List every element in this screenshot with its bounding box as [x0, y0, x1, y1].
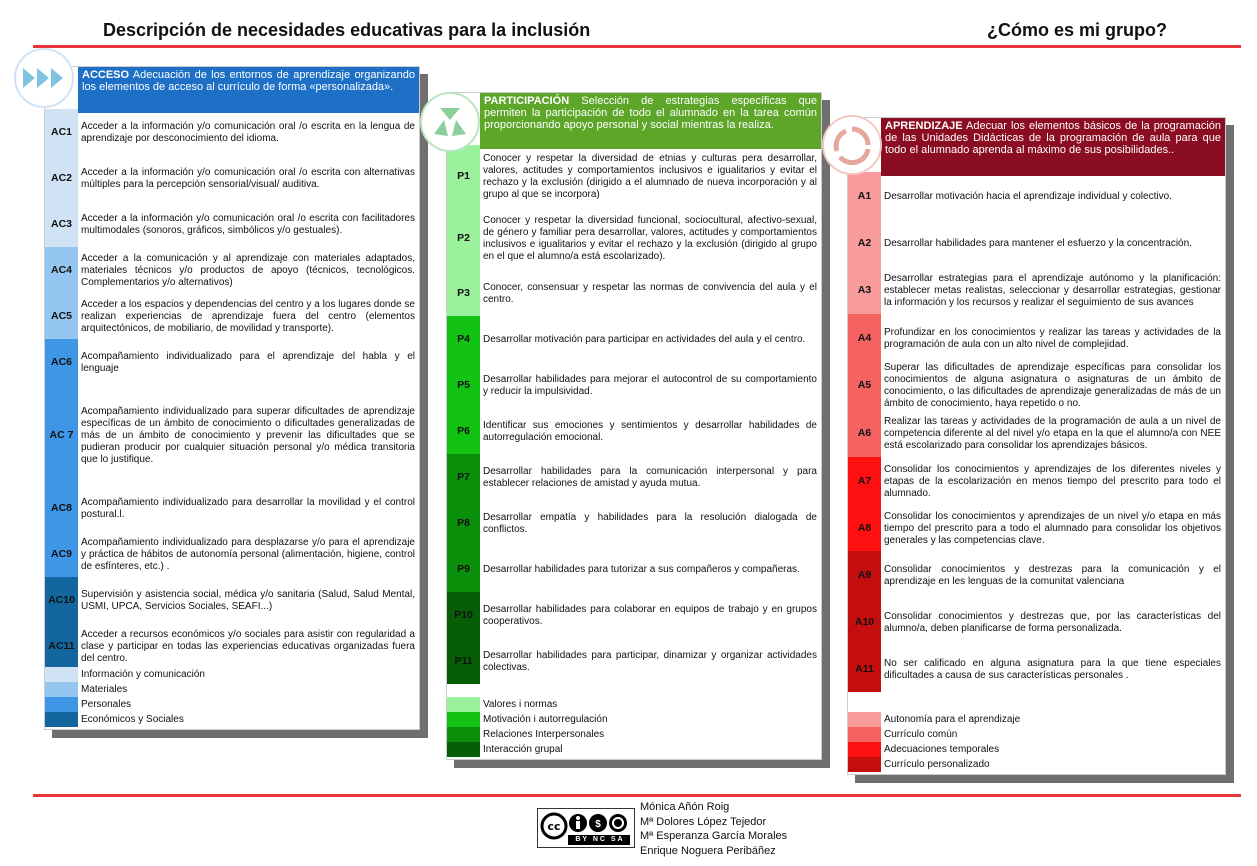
aprendizaje-legend-swatch: [848, 727, 881, 742]
acceso-item-text: Acompañamiento individualizado para superar dificultades de aprendizaje específicas de un ámbito de conocimiento o dificultades generalizadas de más de un ámbito de conocimiento y prevenir las dificultades que se pudieran producir por cualquier situación personal y/o médica transitoria que lo justifique.: [81, 406, 415, 465]
participacion-item-text: Desarrollar habilidades para colaborar en equipos de trabajo y en grupos cooperativos.: [483, 604, 817, 627]
aprendizaje-item-text: Consolidar conocimientos y destrezas que, por las características del alumno/a, deben planificarse de forma personalizada.: [884, 610, 1221, 634]
aprendizaje-item: [848, 504, 1225, 551]
participacion-item-code: P10: [447, 592, 480, 638]
acceso-legend-item: [45, 667, 419, 682]
acceso-item-text: Supervisión y asistencia social, médica y/o sanitaria (Salud, Salud Mental, USMI, UPCA, Servicios Sociales, SEAFI...): [81, 589, 415, 612]
participacion-item-text: Identificar sus emociones y sentimientos y desarrollar habilidades de autorregulación emocional.: [483, 420, 817, 443]
aprendizaje-item-code: A5: [848, 361, 881, 409]
acceso-item: [45, 623, 419, 669]
aprendizaje-item: [848, 598, 1225, 645]
participacion-item-text: Conocer y respetar la diversidad de etnias y culturas pera desarrollar, valores, actitudes y comportamientos inclusivos e igualitarios y evitar el rechazo y la exclusión (dirigido a el alumnado de nueva incorporación y al grupo al que se incorpora): [483, 153, 817, 200]
acceso-item: [45, 531, 419, 577]
aprendizaje-item-code: A8: [848, 504, 881, 551]
participacion-item: [447, 207, 821, 269]
participacion-legend-item: [447, 697, 821, 712]
aprendizaje-legend-swatch: [848, 742, 881, 757]
aprendizaje-legend-label: Currículo común: [884, 729, 958, 740]
participacion-item-code: P7: [447, 454, 480, 500]
aprendizaje-item-code: A11: [848, 645, 881, 692]
aprendizaje-legend-item: [848, 742, 1225, 757]
acceso-item-text: Acceder a los espacios y dependencias del centro y a los lugares donde se realizan experiencias de aprendizaje fuera del centro (elementos arquitectónicos, de mobiliario, de movilidad y transporte).: [81, 299, 415, 334]
bottom-rule: [33, 794, 1241, 797]
aprendizaje-item-code: A7: [848, 457, 881, 504]
acceso-item-text: Acompañamiento individualizado para desplazarse y/o para el aprendizaje y práctica de hábitos de autonomía personal (alimentación, higiene, control de esfínteres, etc.) .: [81, 537, 415, 572]
aprendizaje-item-code: A3: [848, 266, 881, 314]
acceso-item-code: AC3: [45, 201, 78, 247]
acceso-item-code: AC8: [45, 485, 78, 531]
aprendizaje-item-code: A10: [848, 598, 881, 645]
acceso-item-text: Acceder a la información y/o comunicación oral /o escrita con facilitadores multimodales (sonoros, gráficos, simbólicos y/o gestuales).: [81, 213, 415, 236]
participacion-legend-swatch: [447, 727, 480, 742]
aprendizaje-header: APRENDIZAJE Adecuar los elementos básicos de la programación de las Unidades Didácticas de la programación de aula para que todo el alumnado aprenda al máximo de sus posibilidades..: [881, 118, 1225, 176]
aprendizaje-item-text: Consolidar los conocimientos y aprendizajes de un nivel y/o etapa en más tiempo del prescrito para a todo el alumnado para consolidar los objetivos generales y las competencias clave.: [884, 510, 1221, 546]
svg-text:cc: cc: [547, 820, 561, 833]
participacion-item-code: P6: [447, 408, 480, 454]
author-name: Mónica Añón Roig: [640, 801, 730, 813]
participacion-item-text: Desarrollar motivación para participar en actividades del aula y el centro.: [483, 334, 806, 345]
aprendizaje-item-text: Realizar las tareas y actividades de la programación de aula a un nivel de competencia diferente al del nivel y/o etapa en la que el alumno/a con NEE está escolarizado para consolidar los aprendizajes básicos.: [884, 416, 1221, 451]
aprendizaje-item: [848, 457, 1225, 504]
acceso-item-code: AC 7: [45, 385, 78, 485]
participacion-item: [447, 269, 821, 316]
acceso-item: [45, 385, 419, 485]
acceso-legend-swatch: [45, 667, 78, 682]
participacion-item-text: Desarrollar habilidades para la comunicación interpersonal y para establecer relaciones de amistad y ayuda mutua.: [483, 466, 817, 489]
participacion-item-code: P8: [447, 500, 480, 546]
acceso-item-code: AC5: [45, 293, 78, 339]
aprendizaje-item: [848, 361, 1225, 409]
acceso-item-code: AC2: [45, 155, 78, 201]
acceso-item: [45, 109, 419, 155]
participacion-header: PARTICIPACIÓN Selección de estrategias específicas que permiten la participación de todo el alumnado en la tarea común proporcionando apoyo personal y social mientras la realiza.: [480, 93, 821, 149]
participacion-item-code: P3: [447, 269, 480, 316]
acceso-item-text: Acceder a la información y/o comunicación oral /o escrita con alternativas múltiples para la percepción sensorial/visual/ auditiva.: [81, 167, 415, 190]
acceso-item: [45, 485, 419, 531]
acceso-item-code: AC11: [45, 623, 78, 669]
participacion-item-code: P9: [447, 546, 480, 592]
participacion-legend-label: Relaciones Interpersonales: [483, 729, 605, 740]
participacion-item-text: Desarrollar habilidades para tutorizar a sus compañeros y compañeras.: [483, 564, 800, 575]
aprendizaje-legend-swatch: [848, 712, 881, 727]
acceso-item: [45, 155, 419, 201]
aprendizaje-legend-label: Adecuaciones temporales: [884, 744, 1000, 755]
aprendizaje-legend-item: [848, 757, 1225, 772]
acceso-item: [45, 247, 419, 293]
aprendizaje-item: [848, 172, 1225, 219]
participacion-legend-swatch: [447, 697, 480, 712]
acceso-item: [45, 293, 419, 339]
aprendizaje-item-text: Desarrollar estrategias para el aprendizaje autónomo y la planificación: establecer metas realistas, seleccionar y desarrollar estrategias, gestionar la información y los recursos y realizar el seguimiento de sus avances: [884, 273, 1221, 308]
participacion-item-text: Conocer y respetar la diversidad funcional, sociocultural, afectivo-sexual, de género y familiar pera desarrollar, valores, actitudes y comportamientos inclusivos e igualitarios y evitar el rechazo y la exclusión (dirigido al grupo en el que el alumno/a está escolarizado).: [483, 215, 817, 262]
participacion-item: [447, 546, 821, 592]
aprendizaje-icon: [822, 115, 882, 175]
aprendizaje-legend-label: Currículo personalizado: [884, 759, 990, 770]
acceso-header: ACCESO Adecuación de los entornos de aprendizaje organizando los elementos de acceso al currículo de forma «personalizada».: [78, 67, 419, 113]
participacion-item-text: Conocer, consensuar y respetar las normas de convivencia del aula y el centro.: [483, 281, 817, 305]
participacion-legend-swatch: [447, 712, 480, 727]
participacion-item-text: Desarrollar habilidades para participar, dinamizar y organizar actividades colectivas.: [483, 650, 817, 673]
aprendizaje-item-text: Superar las dificultades de aprendizaje específicas para consolidar los conocimientos de alguna asignatura o asignaturas de un ámbito de conocimiento, o las dificultades de aprendizaje generalizadas de más de un ámbito de conocimiento, haya repetido o no.: [884, 362, 1221, 409]
aprendizaje-item-code: A1: [848, 172, 881, 219]
acceso-icon: [14, 48, 74, 108]
acceso-item: [45, 577, 419, 623]
participacion-item: [447, 592, 821, 638]
acceso-legend-swatch: [45, 697, 78, 712]
participacion-item-text: Desarrollar empatía y habilidades para la resolución dialogada de conflictos.: [483, 512, 817, 535]
aprendizaje-item: [848, 645, 1225, 692]
participacion-item-code: P4: [447, 316, 480, 362]
participacion-item: [447, 316, 821, 362]
acceso-legend-item: [45, 697, 419, 712]
aprendizaje-item: [848, 551, 1225, 598]
acceso-legend-label: Personales: [81, 699, 132, 710]
aprendizaje-item-text: Consolidar los conocimientos y aprendizajes de los diferentes niveles y etapas de la escolarización en menos tiempo del prescrito para todo el alumnado.: [884, 463, 1221, 499]
aprendizaje-item: [848, 409, 1225, 457]
page-title: Descripción de necesidades educativas para la inclusión: [103, 20, 591, 40]
participacion-legend-item: [447, 712, 821, 727]
acceso-item-code: AC4: [45, 247, 78, 293]
participacion-item-code: P5: [447, 362, 480, 408]
acceso-legend-swatch: [45, 682, 78, 697]
aprendizaje-item-code: A4: [848, 314, 881, 361]
acceso-item-code: AC9: [45, 531, 78, 577]
aprendizaje-item: [848, 314, 1225, 361]
aprendizaje-item: [848, 219, 1225, 266]
aprendizaje-item-text: Desarrollar motivación hacia el aprendizaje individual y colectivo.: [884, 190, 1172, 202]
participacion-item-text: Desarrollar habilidades para mejorar el autocontrol de su comportamiento y reducir la impulsividad.: [483, 374, 817, 397]
participacion-icon: [420, 92, 480, 152]
participacion-item: [447, 145, 821, 207]
acceso-item-code: AC10: [45, 577, 78, 623]
acceso-item: [45, 201, 419, 247]
participacion-item: [447, 454, 821, 500]
acceso-legend-label: Económicos y Sociales: [81, 714, 184, 725]
aprendizaje-item-code: A2: [848, 219, 881, 266]
acceso-item-code: AC1: [45, 109, 78, 155]
authors: [640, 800, 787, 858]
aprendizaje-panel: [847, 117, 1226, 775]
acceso-panel: [44, 66, 420, 730]
aprendizaje-item-text: Profundizar en los conocimientos y realizar las tareas y actividades de la programación de aula con un alto nivel de complejidad.: [884, 326, 1221, 350]
acceso-legend-item: [45, 682, 419, 697]
aprendizaje-item-text: Consolidar conocimientos y destrezas para la comunicación y el aprendizaje en les lenguas de la comunitat valenciana: [884, 563, 1221, 587]
aprendizaje-legend-item: [848, 712, 1225, 727]
acceso-item-text: Acceder a recursos económicos y/o sociales para asistir con regularidad a clase y participar en todas las experiencias educativas organizadas fuera del centro.: [81, 629, 415, 664]
creative-commons-badge: [537, 808, 635, 848]
participacion-legend-item: [447, 727, 821, 742]
participacion-legend-label: Interacción grupal: [483, 744, 563, 755]
author-name: Mª Dolores López Tejedor: [640, 815, 767, 828]
top-rule: [33, 45, 1241, 48]
acceso-item-text: Acompañamiento individualizado para el aprendizaje del habla y el lenguaje: [81, 351, 415, 374]
author-name: Enrique Noguera Peribáñez: [640, 844, 776, 857]
participacion-item-code: P11: [447, 638, 480, 684]
aprendizaje-item-code: A6: [848, 409, 881, 457]
aprendizaje-legend-label: Autonomía para el aprendizaje: [884, 714, 1021, 725]
participacion-panel: [446, 92, 822, 760]
acceso-legend-label: Materiales: [81, 684, 128, 695]
participacion-item-code: P2: [447, 207, 480, 269]
aprendizaje-item-text: No ser calificado en alguna asignatura para la que tiene especiales dificultades a causa de sus características personales .: [884, 657, 1221, 681]
acceso-item-text: Acceder a la comunicación y al aprendizaje con materiales adaptados, materiales técnicos y/o productos de apoyo (técnicos, tecnológicos. Complementarios y/o alternativos): [81, 253, 415, 288]
acceso-item-code: AC6: [45, 339, 78, 385]
acceso-item-text: Acceder a la información y/o comunicación oral /o escrita en la lengua de aprendizaje por desconocimiento del idioma.: [81, 121, 415, 144]
acceso-legend-item: [45, 712, 419, 727]
aprendizaje-legend-item: [848, 727, 1225, 742]
participacion-legend-swatch: [447, 742, 480, 757]
license-label: BY NC SA: [575, 836, 625, 843]
participacion-item: [447, 408, 821, 454]
participacion-item-code: P1: [447, 145, 480, 207]
aprendizaje-item-code: A9: [848, 551, 881, 598]
acceso-legend-swatch: [45, 712, 78, 727]
participacion-legend-item: [447, 742, 821, 757]
participacion-legend-label: Motivación i autorregulación: [483, 714, 608, 725]
author-name: Mª Esperanza García Morales: [640, 830, 788, 842]
acceso-item: [45, 339, 419, 385]
acceso-item-text: Acompañamiento individualizado para desarrollar la movilidad y el control postural.l.: [81, 497, 415, 520]
aprendizaje-legend-swatch: [848, 757, 881, 772]
participacion-item: [447, 638, 821, 684]
svg-text:$: $: [595, 819, 601, 830]
acceso-legend-label: Información y comunicación: [81, 669, 205, 680]
page-subtitle: ¿Cómo es mi grupo?: [987, 20, 1167, 40]
participacion-item: [447, 362, 821, 408]
participacion-legend-label: Valores i normas: [483, 699, 558, 710]
participacion-item: [447, 500, 821, 546]
aprendizaje-item-text: Desarrollar habilidades para mantener el esfuerzo y la concentración.: [884, 237, 1192, 249]
aprendizaje-item: [848, 266, 1225, 314]
